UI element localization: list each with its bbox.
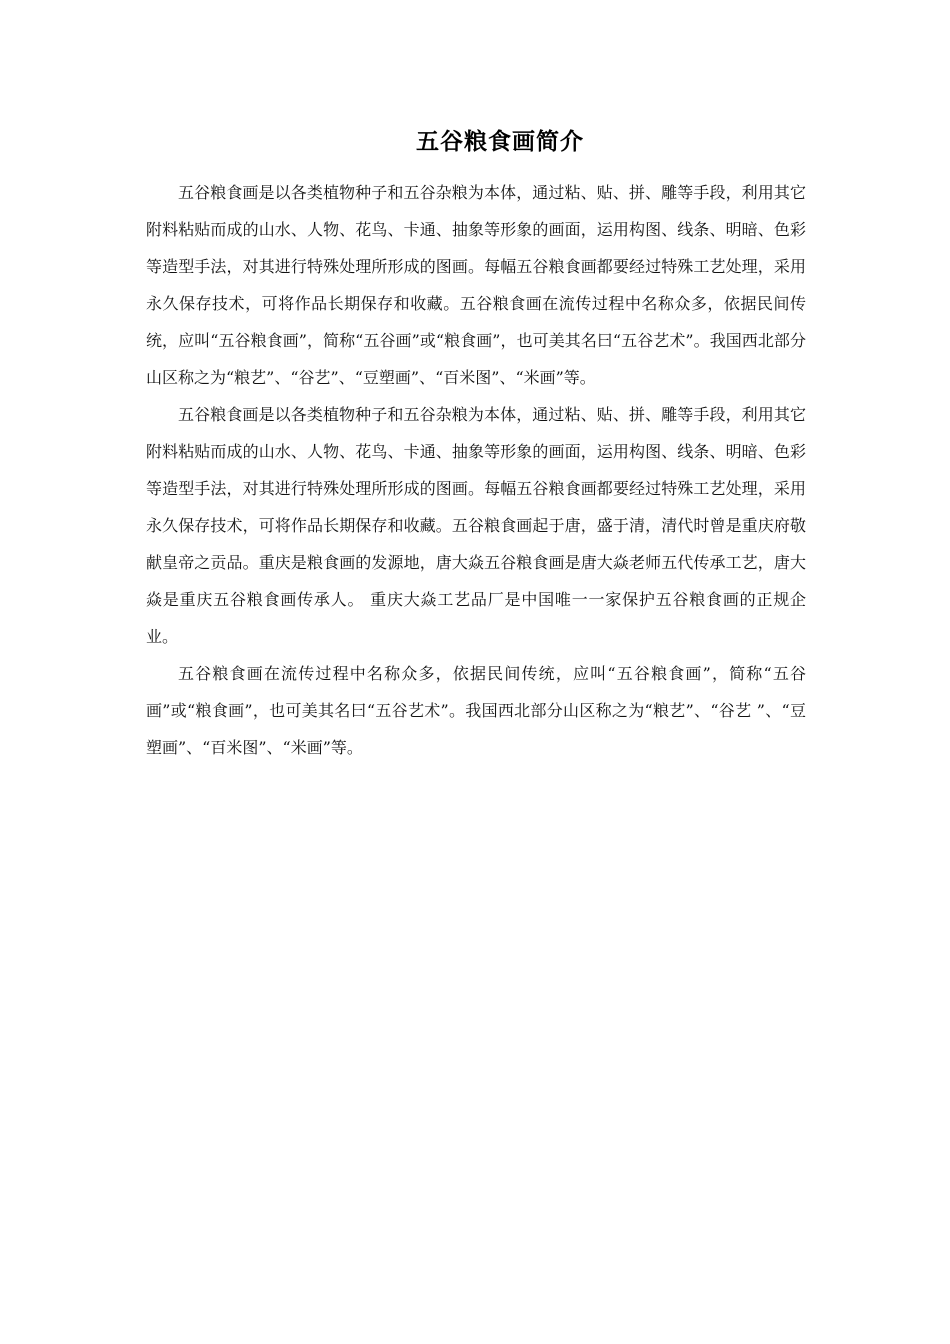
paragraph-2: 五谷粮食画是以各类植物种子和五谷杂粮为本体，通过粘、贴、拼、雕等手段，利用其它附料粘贴而成的山水、人物、花鸟、卡通、抽象等形象的画面，运用构图、线条、明暗、色彩等造型手法，对其进行特殊处理所形成的图画。每幅五谷粮食画都要经过特殊工艺处理，采用永久保存技术，可将作品长期保存和收藏。五谷粮食画起于唐，盛于清，清代时曾是重庆府敬献皇帝之贡品。重庆是粮食画的发源地，唐大焱五谷粮食画是唐大焱老师五代传承工艺，唐大焱是重庆五谷粮食画传承人。 重庆大焱工艺品厂是中国唯一一家保护五谷粮食画的正规企业。 bbox=[146, 405, 806, 646]
paragraph-3: 五谷粮食画在流传过程中名称众多，依据民间传统，应叫“五谷粮食画”，简称“五谷画”或“粮食画”，也可美其名曰“五谷艺术”。我国西北部分山区称之为“粮艺”、“谷艺 ”、“豆塑画”、“百米图”、“米画”等。 bbox=[146, 664, 806, 757]
document-body bbox=[146, 174, 806, 766]
document-title: 五谷粮食画简介 bbox=[416, 129, 584, 155]
paragraph-1: 五谷粮食画是以各类植物种子和五谷杂粮为本体，通过粘、贴、拼、雕等手段，利用其它附料粘贴而成的山水、人物、花鸟、卡通、抽象等形象的画面，运用构图、线条、明暗、色彩等造型手法，对其进行特殊处理所形成的图画。每幅五谷粮食画都要经过特殊工艺处理，采用永久保存技术，可将作品长期保存和收藏。五谷粮食画在流传过程中名称众多，依据民间传统，应叫“五谷粮食画”，简称“五谷画”或“粮食画”，也可美其名曰“五谷艺术”。我国西北部分山区称之为“粮艺”、“谷艺”、“豆塑画”、“百米图”、“米画”等。 bbox=[146, 183, 806, 387]
